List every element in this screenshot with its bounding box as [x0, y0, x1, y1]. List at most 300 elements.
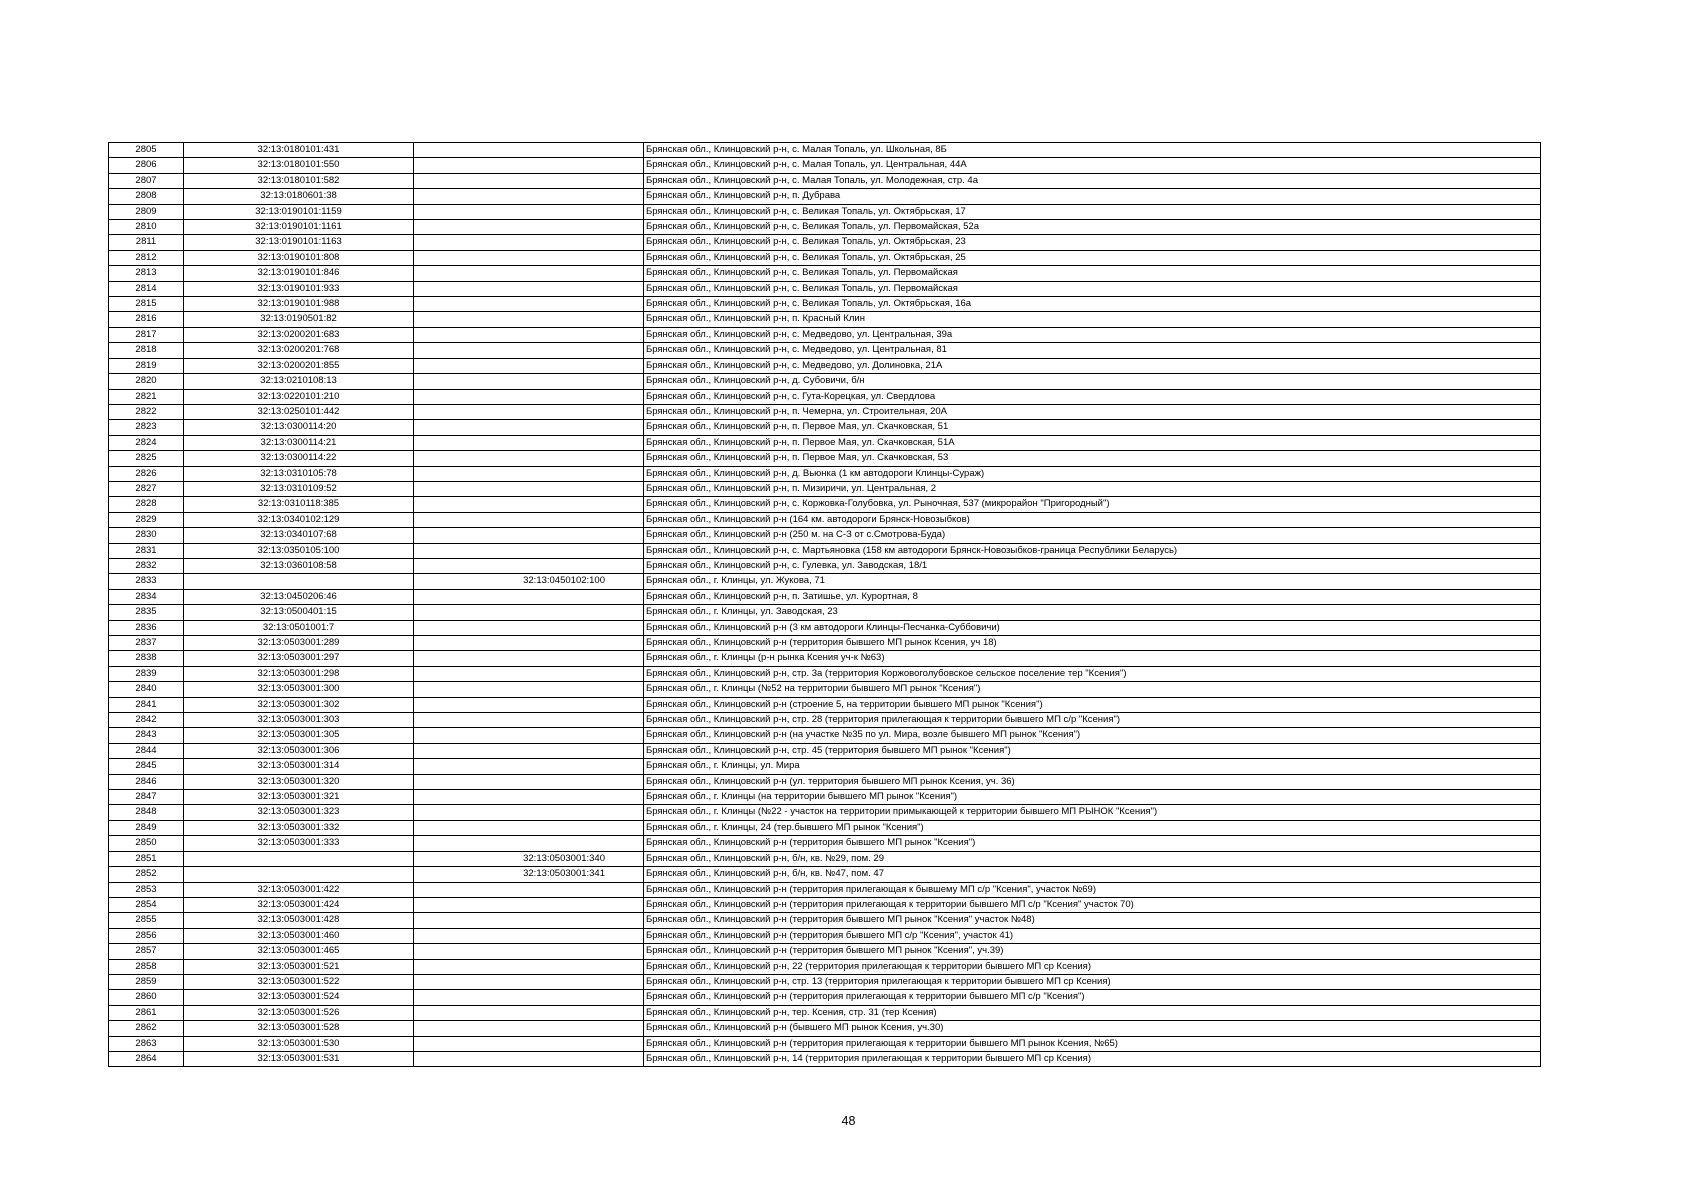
table-row	[109, 189, 1541, 204]
secondary-cadastral-number-cell	[414, 589, 644, 604]
table-row	[109, 497, 1541, 512]
row-number-cell: 2825	[109, 451, 184, 466]
secondary-cadastral-number-cell	[414, 666, 644, 681]
row-number-cell: 2817	[109, 327, 184, 342]
row-number-cell: 2819	[109, 358, 184, 373]
row-number-cell: 2833	[109, 574, 184, 589]
address-cell: Брянская обл., Клинцовский р-н, с. Малая Топаль, ул. Молодежная, стр. 4а	[644, 173, 1541, 188]
cadastral-number-cell: 32:13:0220101:210	[184, 389, 414, 404]
table-row	[109, 312, 1541, 327]
cadastral-number-cell: 32:13:0180601:38	[184, 189, 414, 204]
address-cell: Брянская обл., Клинцовский р-н, с. Медведово, ул. Центральная, 39а	[644, 327, 1541, 342]
cadastral-number-cell: 32:13:0503001:306	[184, 743, 414, 758]
address-cell: Брянская обл., Клинцовский р-н, п. Мизиричи, ул. Центральная, 2	[644, 481, 1541, 496]
table-row	[109, 1051, 1541, 1066]
table-row	[109, 820, 1541, 835]
cadastral-number-cell: 32:13:0503001:521	[184, 959, 414, 974]
cadastral-number-cell: 32:13:0503001:428	[184, 913, 414, 928]
page-number: 48	[841, 1114, 856, 1128]
cadastral-number-cell: 32:13:0300114:21	[184, 435, 414, 450]
table-row	[109, 990, 1541, 1005]
secondary-cadastral-number-cell	[414, 297, 644, 312]
address-cell: Брянская обл., Клинцовский р-н, стр. 28 (территория прилегающая к территории бывшего МП с/р "Ксения")	[644, 713, 1541, 728]
row-number-cell: 2835	[109, 605, 184, 620]
secondary-cadastral-number-cell	[414, 713, 644, 728]
cadastral-number-cell: 32:13:0310105:78	[184, 466, 414, 481]
cadastral-number-cell: 32:13:0190101:933	[184, 281, 414, 296]
row-number-cell: 2838	[109, 651, 184, 666]
row-number-cell: 2831	[109, 543, 184, 558]
row-number-cell: 2861	[109, 1005, 184, 1020]
secondary-cadastral-number-cell	[414, 189, 644, 204]
cadastral-number-cell: 32:13:0503001:522	[184, 974, 414, 989]
secondary-cadastral-number-cell	[414, 1036, 644, 1051]
table-row	[109, 774, 1541, 789]
secondary-cadastral-number-cell	[414, 158, 644, 173]
table-row	[109, 404, 1541, 419]
row-number-cell: 2827	[109, 481, 184, 496]
secondary-cadastral-number-cell	[414, 512, 644, 527]
table-row	[109, 666, 1541, 681]
table-row	[109, 713, 1541, 728]
secondary-cadastral-number-cell	[414, 404, 644, 419]
address-cell: Брянская обл., Клинцовский р-н, с. Великая Топаль, ул. Октябрьская, 17	[644, 204, 1541, 219]
row-number-cell: 2811	[109, 235, 184, 250]
row-number-cell: 2837	[109, 636, 184, 651]
address-cell: Брянская обл., Клинцовский р-н, п. Первое Мая, ул. Скачковская, 51	[644, 420, 1541, 435]
table-row	[109, 574, 1541, 589]
cadastral-number-cell	[184, 574, 414, 589]
row-number-cell: 2859	[109, 974, 184, 989]
row-number-cell: 2839	[109, 666, 184, 681]
table-row	[109, 897, 1541, 912]
secondary-cadastral-number-cell	[414, 651, 644, 666]
address-cell: Брянская обл., г. Клинцы (на территории бывшего МП рынок "Ксения")	[644, 790, 1541, 805]
row-number-cell: 2809	[109, 204, 184, 219]
address-cell: Брянская обл., Клинцовский р-н, с. Медведово, ул. Долиновка, 21А	[644, 358, 1541, 373]
row-number-cell: 2834	[109, 589, 184, 604]
address-cell: Брянская обл., Клинцовский р-н, с. Медведово, ул. Центральная, 81	[644, 343, 1541, 358]
table-row	[109, 466, 1541, 481]
cadastral-number-cell: 32:13:0503001:531	[184, 1051, 414, 1066]
table-row	[109, 297, 1541, 312]
secondary-cadastral-number-cell	[414, 605, 644, 620]
table-row	[109, 451, 1541, 466]
secondary-cadastral-number-cell	[414, 1021, 644, 1036]
table-row	[109, 420, 1541, 435]
address-cell: Брянская обл., Клинцовский р-н (164 км. автодороги Брянск-Новозыбков)	[644, 512, 1541, 527]
row-number-cell: 2848	[109, 805, 184, 820]
table-row	[109, 605, 1541, 620]
row-number-cell: 2846	[109, 774, 184, 789]
address-cell: Брянская обл., Клинцовский р-н, с. Мартьяновка (158 км автодороги Брянск-Новозыбков-граница Республики Беларусь)	[644, 543, 1541, 558]
address-cell: Брянская обл., г. Клинцы, ул. Мира	[644, 759, 1541, 774]
table-row	[109, 836, 1541, 851]
secondary-cadastral-number-cell	[414, 374, 644, 389]
address-cell: Брянская обл., Клинцовский р-н (ул. территория бывшего МП рынок Ксения, уч. 36)	[644, 774, 1541, 789]
secondary-cadastral-number-cell	[414, 266, 644, 281]
secondary-cadastral-number-cell	[414, 990, 644, 1005]
row-number-cell: 2860	[109, 990, 184, 1005]
cadastral-number-cell: 32:13:0503001:314	[184, 759, 414, 774]
secondary-cadastral-number-cell	[414, 220, 644, 235]
table-row	[109, 728, 1541, 743]
row-number-cell: 2850	[109, 836, 184, 851]
cadastral-number-cell: 32:13:0190101:1161	[184, 220, 414, 235]
secondary-cadastral-number-cell	[414, 790, 644, 805]
cadastral-number-cell: 32:13:0300114:20	[184, 420, 414, 435]
cadastral-number-cell: 32:13:0503001:424	[184, 897, 414, 912]
address-cell: Брянская обл., г. Клинцы (№52 на территории бывшего МП рынок "Ксения")	[644, 682, 1541, 697]
row-number-cell: 2855	[109, 913, 184, 928]
register-body	[109, 143, 1541, 1067]
secondary-cadastral-number-cell	[414, 620, 644, 635]
address-cell: Брянская обл., г. Клинцы, ул. Заводская, 23	[644, 605, 1541, 620]
row-number-cell: 2813	[109, 266, 184, 281]
table-row	[109, 220, 1541, 235]
address-cell: Брянская обл., Клинцовский р-н, с. Великая Топаль, ул. Октябрьская, 23	[644, 235, 1541, 250]
row-number-cell: 2857	[109, 944, 184, 959]
row-number-cell: 2845	[109, 759, 184, 774]
address-cell: Брянская обл., Клинцовский р-н, п. Затишье, ул. Курортная, 8	[644, 589, 1541, 604]
secondary-cadastral-number-cell	[414, 944, 644, 959]
cadastral-number-cell: 32:13:0180101:431	[184, 143, 414, 158]
secondary-cadastral-number-cell	[414, 928, 644, 943]
secondary-cadastral-number-cell	[414, 250, 644, 265]
row-number-cell: 2806	[109, 158, 184, 173]
row-number-cell: 2841	[109, 697, 184, 712]
secondary-cadastral-number-cell	[414, 897, 644, 912]
secondary-cadastral-number-cell	[414, 913, 644, 928]
cadastral-number-cell: 32:13:0503001:321	[184, 790, 414, 805]
cadastral-number-cell	[184, 867, 414, 882]
cadastral-number-cell: 32:13:0190101:846	[184, 266, 414, 281]
address-cell: Брянская обл., Клинцовский р-н, с. Великая Топаль, ул. Первомайская	[644, 281, 1541, 296]
address-cell: Брянская обл., г. Клинцы (№22 - участок на территории примыкающей к территории бывшего МП РЫНОК "Ксения")	[644, 805, 1541, 820]
row-number-cell: 2824	[109, 435, 184, 450]
cadastral-number-cell: 32:13:0503001:289	[184, 636, 414, 651]
secondary-cadastral-number-cell	[414, 959, 644, 974]
secondary-cadastral-number-cell	[414, 1005, 644, 1020]
row-number-cell: 2822	[109, 404, 184, 419]
row-number-cell: 2823	[109, 420, 184, 435]
secondary-cadastral-number-cell	[414, 682, 644, 697]
address-cell: Брянская обл., Клинцовский р-н, п. Первое Мая, ул. Скачковская, 53	[644, 451, 1541, 466]
table-row	[109, 913, 1541, 928]
address-cell: Брянская обл., Клинцовский р-н, стр. 45 (территория бывшего МП рынок "Ксения")	[644, 743, 1541, 758]
row-number-cell: 2805	[109, 143, 184, 158]
secondary-cadastral-number-cell	[414, 466, 644, 481]
secondary-cadastral-number-cell	[414, 327, 644, 342]
secondary-cadastral-number-cell	[414, 820, 644, 835]
cadastral-number-cell: 32:13:0501001:7	[184, 620, 414, 635]
secondary-cadastral-number-cell	[414, 343, 644, 358]
table-row	[109, 1036, 1541, 1051]
table-row	[109, 620, 1541, 635]
table-row	[109, 173, 1541, 188]
cadastral-number-cell: 32:13:0503001:303	[184, 713, 414, 728]
cadastral-number-cell: 32:13:0503001:302	[184, 697, 414, 712]
secondary-cadastral-number-cell	[414, 358, 644, 373]
address-cell: Брянская обл., Клинцовский р-н, п. Красный Клин	[644, 312, 1541, 327]
address-cell: Брянская обл., Клинцовский р-н, стр. 13 (территория прилегающая к территории бывшего МП ср Ксения)	[644, 974, 1541, 989]
secondary-cadastral-number-cell	[414, 1051, 644, 1066]
table-row	[109, 944, 1541, 959]
secondary-cadastral-number-cell	[414, 497, 644, 512]
address-cell: Брянская обл., Клинцовский р-н, с. Малая Топаль, ул. Центральная, 44А	[644, 158, 1541, 173]
address-cell: Брянская обл., Клинцовский р-н, с. Великая Топаль, ул. Октябрьская, 25	[644, 250, 1541, 265]
cadastral-number-cell: 32:13:0190101:1159	[184, 204, 414, 219]
cadastral-number-cell: 32:13:0450206:46	[184, 589, 414, 604]
table-row	[109, 928, 1541, 943]
address-cell: Брянская обл., Клинцовский р-н (250 м. на С-З от с.Смотрова-Буда)	[644, 528, 1541, 543]
property-register-table	[108, 142, 1541, 1067]
secondary-cadastral-number-cell	[414, 636, 644, 651]
address-cell: Брянская обл., Клинцовский р-н (территория прилегающая к территории бывшего МП с/р "Ксения")	[644, 990, 1541, 1005]
cadastral-number-cell: 32:13:0180101:550	[184, 158, 414, 173]
cadastral-number-cell: 32:13:0360108:58	[184, 558, 414, 573]
cadastral-number-cell: 32:13:0503001:332	[184, 820, 414, 835]
table-row	[109, 851, 1541, 866]
cadastral-number-cell: 32:13:0310109:52	[184, 481, 414, 496]
row-number-cell: 2864	[109, 1051, 184, 1066]
cadastral-number-cell: 32:13:0200201:855	[184, 358, 414, 373]
row-number-cell: 2853	[109, 882, 184, 897]
table-row	[109, 682, 1541, 697]
address-cell: Брянская обл., Клинцовский р-н (территория бывшего МП рынок Ксения, уч 18)	[644, 636, 1541, 651]
address-cell: Брянская обл., Клинцовский р-н (территория прилегающая к территории бывшего МП с/р "Ксения" участок 70)	[644, 897, 1541, 912]
cadastral-number-cell: 32:13:0503001:298	[184, 666, 414, 681]
secondary-cadastral-number-cell	[414, 451, 644, 466]
address-cell: Брянская обл., Клинцовский р-н, д. Субовичи, б/н	[644, 374, 1541, 389]
table-row	[109, 327, 1541, 342]
table-row	[109, 959, 1541, 974]
row-number-cell: 2832	[109, 558, 184, 573]
secondary-cadastral-number-cell	[414, 805, 644, 820]
row-number-cell: 2862	[109, 1021, 184, 1036]
cadastral-number-cell: 32:13:0503001:465	[184, 944, 414, 959]
address-cell: Брянская обл., Клинцовский р-н, с. Коржовка-Голубовка, ул. Рыночная, 537 (микрорайон "Пригородный")	[644, 497, 1541, 512]
table-row	[109, 805, 1541, 820]
address-cell: Брянская обл., г. Клинцы (р-н рынка Ксения уч-к №63)	[644, 651, 1541, 666]
table-row	[109, 651, 1541, 666]
address-cell: Брянская обл., Клинцовский р-н (строение 5, на территории бывшего МП рынок "Ксения")	[644, 697, 1541, 712]
secondary-cadastral-number-cell	[414, 697, 644, 712]
row-number-cell: 2812	[109, 250, 184, 265]
cadastral-number-cell: 32:13:0503001:530	[184, 1036, 414, 1051]
address-cell: Брянская обл., Клинцовский р-н, с. Гута-Корецкая, ул. Свердлова	[644, 389, 1541, 404]
cadastral-number-cell: 32:13:0503001:333	[184, 836, 414, 851]
table-row	[109, 204, 1541, 219]
row-number-cell: 2852	[109, 867, 184, 882]
cadastral-number-cell: 32:13:0503001:305	[184, 728, 414, 743]
address-cell: Брянская обл., г. Клинцы, ул. Жукова, 71	[644, 574, 1541, 589]
secondary-cadastral-number-cell	[414, 143, 644, 158]
row-number-cell: 2844	[109, 743, 184, 758]
address-cell: Брянская обл., Клинцовский р-н (на участке №35 по ул. Мира, возле бывшего МП рынок "Ксения")	[644, 728, 1541, 743]
address-cell: Брянская обл., Клинцовский р-н, п. Первое Мая, ул. Скачковская, 51А	[644, 435, 1541, 450]
table-row	[109, 374, 1541, 389]
cadastral-number-cell: 32:13:0300114:22	[184, 451, 414, 466]
secondary-cadastral-number-cell	[414, 281, 644, 296]
row-number-cell: 2847	[109, 790, 184, 805]
address-cell: Брянская обл., Клинцовский р-н, с. Великая Топаль, ул. Первомайская	[644, 266, 1541, 281]
row-number-cell: 2818	[109, 343, 184, 358]
address-cell: Брянская обл., г. Клинцы, 24 (тер.бывшего МП рынок "Ксения")	[644, 820, 1541, 835]
secondary-cadastral-number-cell	[414, 974, 644, 989]
address-cell: Брянская обл., Клинцовский р-н, б/н, кв. №47, пом. 47	[644, 867, 1541, 882]
row-number-cell: 2807	[109, 173, 184, 188]
row-number-cell: 2840	[109, 682, 184, 697]
table-row	[109, 435, 1541, 450]
address-cell: Брянская обл., Клинцовский р-н, п. Дубрава	[644, 189, 1541, 204]
address-cell: Брянская обл., Клинцовский р-н, 22 (территория прилегающая к территории бывшего МП ср Ксения)	[644, 959, 1541, 974]
secondary-cadastral-number-cell	[414, 420, 644, 435]
cadastral-number-cell: 32:13:0180101:582	[184, 173, 414, 188]
secondary-cadastral-number-cell	[414, 759, 644, 774]
table-row	[109, 481, 1541, 496]
cadastral-number-cell: 32:13:0200201:683	[184, 327, 414, 342]
table-row	[109, 697, 1541, 712]
address-cell: Брянская обл., Клинцовский р-н, 14 (территория прилегающая к территории бывшего МП ср Ксения)	[644, 1051, 1541, 1066]
row-number-cell: 2854	[109, 897, 184, 912]
cadastral-number-cell: 32:13:0503001:300	[184, 682, 414, 697]
address-cell: Брянская обл., Клинцовский р-н (территория бывшего МП рынок "Ксения")	[644, 836, 1541, 851]
address-cell: Брянская обл., Клинцовский р-н, стр. 3а (территория Коржовоголубовское сельское поселение тер "Ксения")	[644, 666, 1541, 681]
secondary-cadastral-number-cell	[414, 743, 644, 758]
address-cell: Брянская обл., Клинцовский р-н, п. Чемерна, ул. Строительная, 20А	[644, 404, 1541, 419]
cadastral-number-cell: 32:13:0503001:422	[184, 882, 414, 897]
row-number-cell: 2815	[109, 297, 184, 312]
table-row	[109, 1005, 1541, 1020]
cadastral-number-cell: 32:13:0190101:1163	[184, 235, 414, 250]
address-cell: Брянская обл., Клинцовский р-н (территория прилегающая к территории бывшего МП рынок Ксения, №65)	[644, 1036, 1541, 1051]
row-number-cell: 2814	[109, 281, 184, 296]
row-number-cell: 2810	[109, 220, 184, 235]
secondary-cadastral-number-cell	[414, 481, 644, 496]
secondary-cadastral-number-cell	[414, 312, 644, 327]
address-cell: Брянская обл., Клинцовский р-н, с. Великая Топаль, ул. Первомайская, 52а	[644, 220, 1541, 235]
address-cell: Брянская обл., Клинцовский р-н (территория бывшего МП рынок "Ксения" участок №48)	[644, 913, 1541, 928]
cadastral-number-cell: 32:13:0503001:323	[184, 805, 414, 820]
secondary-cadastral-number-cell: 32:13:0503001:341	[414, 867, 644, 882]
table-row	[109, 235, 1541, 250]
secondary-cadastral-number-cell	[414, 204, 644, 219]
address-cell: Брянская обл., Клинцовский р-н, д. Вьюнка (1 км автодороги Клинцы-Сураж)	[644, 466, 1541, 481]
table-row	[109, 389, 1541, 404]
row-number-cell: 2856	[109, 928, 184, 943]
cadastral-number-cell: 32:13:0503001:524	[184, 990, 414, 1005]
cadastral-number-cell: 32:13:0503001:528	[184, 1021, 414, 1036]
row-number-cell: 2842	[109, 713, 184, 728]
row-number-cell: 2828	[109, 497, 184, 512]
cadastral-number-cell: 32:13:0500401:15	[184, 605, 414, 620]
secondary-cadastral-number-cell: 32:13:0450102:100	[414, 574, 644, 589]
cadastral-number-cell: 32:13:0210108:13	[184, 374, 414, 389]
table-row	[109, 636, 1541, 651]
table-row	[109, 867, 1541, 882]
secondary-cadastral-number-cell	[414, 435, 644, 450]
table-row	[109, 759, 1541, 774]
cadastral-number-cell: 32:13:0340102:129	[184, 512, 414, 527]
row-number-cell: 2849	[109, 820, 184, 835]
row-number-cell: 2821	[109, 389, 184, 404]
table-row	[109, 512, 1541, 527]
secondary-cadastral-number-cell	[414, 528, 644, 543]
table-row	[109, 743, 1541, 758]
table-row	[109, 589, 1541, 604]
secondary-cadastral-number-cell	[414, 558, 644, 573]
secondary-cadastral-number-cell	[414, 774, 644, 789]
cadastral-number-cell: 32:13:0503001:460	[184, 928, 414, 943]
address-cell: Брянская обл., Клинцовский р-н, с. Малая Топаль, ул. Школьная, 8Б	[644, 143, 1541, 158]
table-row	[109, 974, 1541, 989]
table-row	[109, 250, 1541, 265]
table-row	[109, 882, 1541, 897]
cadastral-number-cell: 32:13:0200201:768	[184, 343, 414, 358]
address-cell: Брянская обл., Клинцовский р-н, б/н, кв. №29, пом. 29	[644, 851, 1541, 866]
cadastral-number-cell	[184, 851, 414, 866]
table-row	[109, 143, 1541, 158]
secondary-cadastral-number-cell	[414, 543, 644, 558]
table-row	[109, 358, 1541, 373]
secondary-cadastral-number-cell	[414, 235, 644, 250]
row-number-cell: 2820	[109, 374, 184, 389]
address-cell: Брянская обл., Клинцовский р-н (территория бывшего МП рынок "Ксения", уч.39)	[644, 944, 1541, 959]
row-number-cell: 2843	[109, 728, 184, 743]
table-row	[109, 558, 1541, 573]
secondary-cadastral-number-cell	[414, 728, 644, 743]
table-row	[109, 343, 1541, 358]
row-number-cell: 2863	[109, 1036, 184, 1051]
cadastral-number-cell: 32:13:0340107:68	[184, 528, 414, 543]
row-number-cell: 2851	[109, 851, 184, 866]
cadastral-number-cell: 32:13:0190101:988	[184, 297, 414, 312]
row-number-cell: 2808	[109, 189, 184, 204]
table-row	[109, 790, 1541, 805]
table-row	[109, 281, 1541, 296]
cadastral-number-cell: 32:13:0190501:82	[184, 312, 414, 327]
table-row	[109, 158, 1541, 173]
table-row	[109, 543, 1541, 558]
row-number-cell: 2816	[109, 312, 184, 327]
row-number-cell: 2830	[109, 528, 184, 543]
cadastral-number-cell: 32:13:0250101:442	[184, 404, 414, 419]
row-number-cell: 2858	[109, 959, 184, 974]
address-cell: Брянская обл., Клинцовский р-н (3 км автодороги Клинцы-Песчанка-Суббовичи)	[644, 620, 1541, 635]
cadastral-number-cell: 32:13:0503001:297	[184, 651, 414, 666]
secondary-cadastral-number-cell	[414, 882, 644, 897]
address-cell: Брянская обл., Клинцовский р-н (территория прилегающая к бывшему МП с/р "Ксения", участок №69)	[644, 882, 1541, 897]
address-cell: Брянская обл., Клинцовский р-н (бывшего МП рынок Ксения, уч.30)	[644, 1021, 1541, 1036]
address-cell: Брянская обл., Клинцовский р-н, с. Великая Топаль, ул. Октябрьская, 16а	[644, 297, 1541, 312]
cadastral-number-cell: 32:13:0190101:808	[184, 250, 414, 265]
secondary-cadastral-number-cell	[414, 836, 644, 851]
row-number-cell: 2829	[109, 512, 184, 527]
table-row	[109, 528, 1541, 543]
cadastral-number-cell: 32:13:0503001:320	[184, 774, 414, 789]
address-cell: Брянская обл., Клинцовский р-н, с. Гулевка, ул. Заводская, 18/1	[644, 558, 1541, 573]
secondary-cadastral-number-cell: 32:13:0503001:340	[414, 851, 644, 866]
cadastral-number-cell: 32:13:0310118:385	[184, 497, 414, 512]
row-number-cell: 2836	[109, 620, 184, 635]
cadastral-number-cell: 32:13:0503001:526	[184, 1005, 414, 1020]
secondary-cadastral-number-cell	[414, 389, 644, 404]
address-cell: Брянская обл., Клинцовский р-н, тер. Ксения, стр. 31 (тер Ксения)	[644, 1005, 1541, 1020]
table-row	[109, 1021, 1541, 1036]
address-cell: Брянская обл., Клинцовский р-н (территория бывшего МП с/р "Ксения", участок 41)	[644, 928, 1541, 943]
secondary-cadastral-number-cell	[414, 173, 644, 188]
